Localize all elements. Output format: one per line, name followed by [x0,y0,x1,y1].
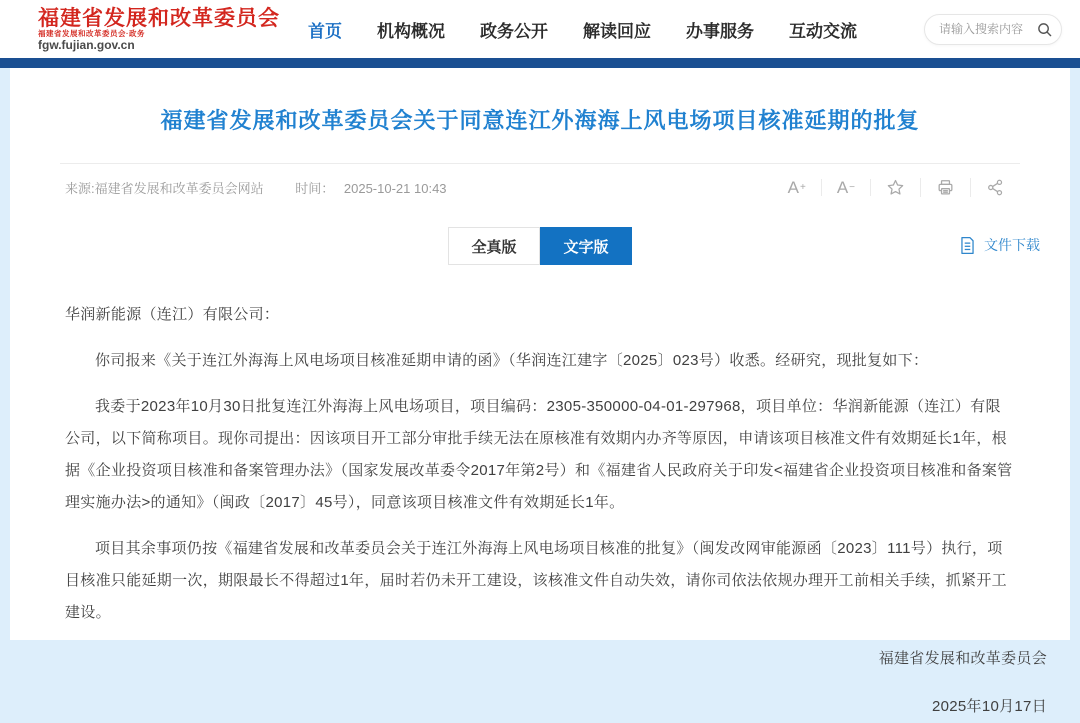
nav-item-home[interactable]: 首页 [308,21,342,41]
site-logo-title: 福建省发展和改革委员会 [38,5,280,30]
site-logo-subtitle: 福建省发展和改革委员会·政务 [38,28,145,38]
site-logo[interactable] [38,7,280,52]
meta-time-label: 时间： [295,181,335,196]
signature-org: 福建省发展和改革委员会 [878,650,1047,667]
signature-block [65,643,1047,723]
signature-date: 2025年10月17日 [931,698,1047,715]
main-nav [308,17,857,42]
meta-time-value: 2025-10-21 10:43 [343,181,447,196]
document-icon [959,236,976,255]
font-increase-button[interactable]: A + [773,179,822,196]
file-download-label: 文件下载 [984,237,1040,253]
search-input[interactable] [939,22,1035,36]
article-title: 福建省发展和改革委员会关于同意连江外海海上风电场项目核准延期的批复 [160,108,920,133]
nav-item-interaction[interactable]: 互动交流 [789,21,857,41]
version-tabs [10,227,1070,265]
share-icon[interactable] [971,178,1020,197]
tab-text-version[interactable]: 文字版 [540,227,632,265]
favorite-star-icon[interactable] [871,178,921,197]
tab-full-version[interactable]: 全真版 [448,227,540,265]
article-toolbar [773,178,1020,197]
nav-item-org-overview[interactable]: 机构概况 [377,21,445,41]
paragraph-conditions: 项目其余事项仍按《福建省发展和改革委员会关于连江外海海上风电场项目核准的批复》（闽发改网审能源函〔2023〕111号）执行，项目核准只能延期一次，期限最长不得超过1年，届时若仍未开工建设，该核准文件自动失效，请你司依法依规办理开工前相关手续，抓紧开工建设。 [65,540,1007,621]
font-decrease-button[interactable]: A − [822,179,871,196]
paragraph-approval: 我委于2023年10月30日批复连江外海海上风电场项目，项目编码：2305-350000-04-01-297968，项目单位：华润新能源（连江）有限公司，以下简称项目。现你司提出：因该项目开工部分审批手续无法在原核准有效期内办齐等原因，申请该项目核准文件有效期延长1年，根据《企业投资项目核准和备案管理办法》（国家发展改革委令2017年第2号）和《福建省人民政府关于印发<福建省企业投资项目核准和备案管理实施办法>的通知》（闽政〔2017〕45号），同意该项目核准文件有效期延长1年。 [65,398,1013,511]
article-meta [65,178,453,197]
article-meta-row [10,164,1070,197]
meta-source: 来源:福建省发展和改革委员会网站 [65,181,264,196]
site-logo-url: fgw.fujian.gov.cn [38,37,135,52]
content-panel [10,68,1070,715]
header-divider-bar [0,58,1080,68]
search-icon[interactable] [1037,22,1052,37]
site-header [0,0,1080,58]
paragraph-intro: 你司报来《关于连江外海海上风电场项目核准延期申请的函》（华润连江建字〔2025〕023号）收悉。经研究，现批复如下： [95,352,929,369]
article-body [10,265,1070,723]
file-download-link[interactable] [959,235,1040,255]
nav-item-gov-disclosure[interactable]: 政务公开 [480,21,548,41]
print-icon[interactable] [921,178,971,197]
paragraph-salutation: 华润新能源（连江）有限公司： [65,306,280,323]
nav-item-services[interactable]: 办事服务 [686,21,754,41]
nav-item-interpretation[interactable]: 解读回应 [583,21,651,41]
search-box[interactable] [924,14,1062,45]
